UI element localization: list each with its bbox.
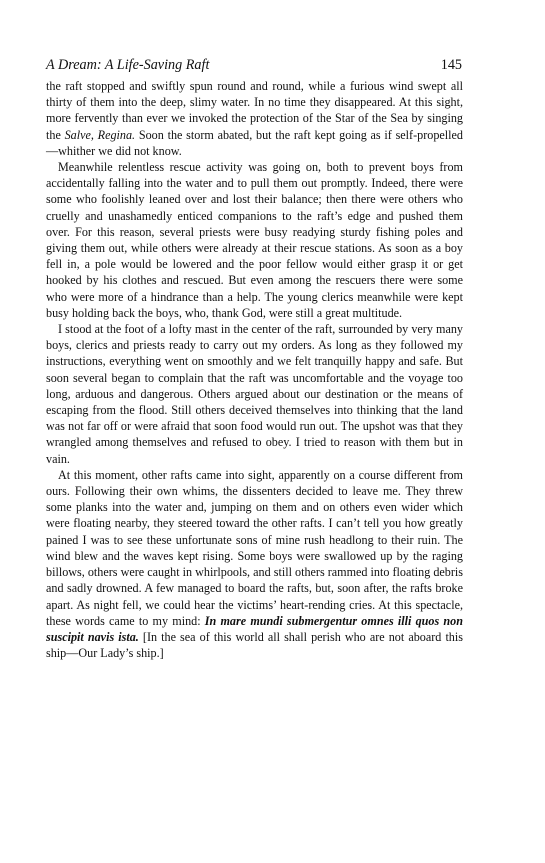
paragraph-1-text: the raft stopped and swiftly spun round and round, while a furious wind swept all thirty of them into the deep, slimy water. In no time they disappeared. At this sight, more fervently than ever we invoked the protection of the Star of the Sea by singing the: [46, 79, 463, 142]
body-text: [46, 78, 463, 661]
running-header: [46, 57, 462, 77]
paragraph-1: [46, 78, 463, 159]
page-number: 145: [440, 57, 462, 73]
paragraph-3: I stood at the foot of a lofty mast in the center of the raft, surrounded by very many boys, clerics and priests ready to carry out my orders. As long as they followed my instructions, everything went on smoothly and we felt tranquilly happy and safe. But soon several began to complain that the raft was uncomfortable and the voyage too long, arduous and dangerous. Others argued about our destination or the means of escaping from the flood. Still others deceived themselves into thinking that the land was not far off or were afraid that soon food would run out. The upshot was that they wrangled among themselves and refused to obey. I tried to reason with them but in vain.: [46, 322, 463, 466]
paragraph-4-text-end: [In the sea of this world all shall perish who are not aboard this ship—Our Lady’s ship.]: [46, 629, 463, 661]
latin-quotation: In mare mundi submergentur omnes illi quos non suscipit navis ista.: [46, 613, 464, 644]
paragraph-2: Meanwhile relentless rescue activity was going on, both to prevent boys from accidentally falling into the water and to pull them out promptly. Indeed, there were some who foolishly leaned over and lost their balance; then there were others who cruelly and unashamedly enticed companions to the raft’s edge and pushed them over. For this reason, several priests were busy readying sturdy fishing poles and giving them out, while others were already at their rescue stations. As soon as a boy fell in, a pole would be lowered and the poor fellow would either grasp it or get hooked by his clothes and rescued. But even among the rescuers there were some who were more of a hindrance than a help. The young clerics meanwhile were kept busy holding back the boys, who, thank God, were still a great multitude.: [46, 160, 463, 320]
paragraph-4-text: At this moment, other rafts came into sight, apparently on a course different from ours. Following their own whims, the dissenters decided to leave me. They threw some planks into the water and, jumping on them and on others even wider which were floating nearby, they steered toward the other rafts. I can’t tell you how greatly pained I was to see these unfortunate sons of mine rush headlong to their ruin. The wind blew and the waves kept rising. Some boys were swallowed up by the raging billows, others were caught in whirlpools, and still others rammed into floating debris and sadly drowned. A few managed to board the rafts, but, soon after, the rafts broke apart. As night fell, we could hear the victims’ heart-rending cries. At this spectacle, these words came to my mind:: [46, 467, 463, 628]
running-title: A Dream: A Life-Saving Raft: [46, 57, 210, 73]
paragraph-1-text-end: Soon the storm abated, but the raft kept going as if self-propelled—whither we did not know.: [46, 127, 463, 158]
paragraph-4: [46, 467, 463, 661]
salve-regina-title: Salve, Regina.: [64, 127, 136, 142]
